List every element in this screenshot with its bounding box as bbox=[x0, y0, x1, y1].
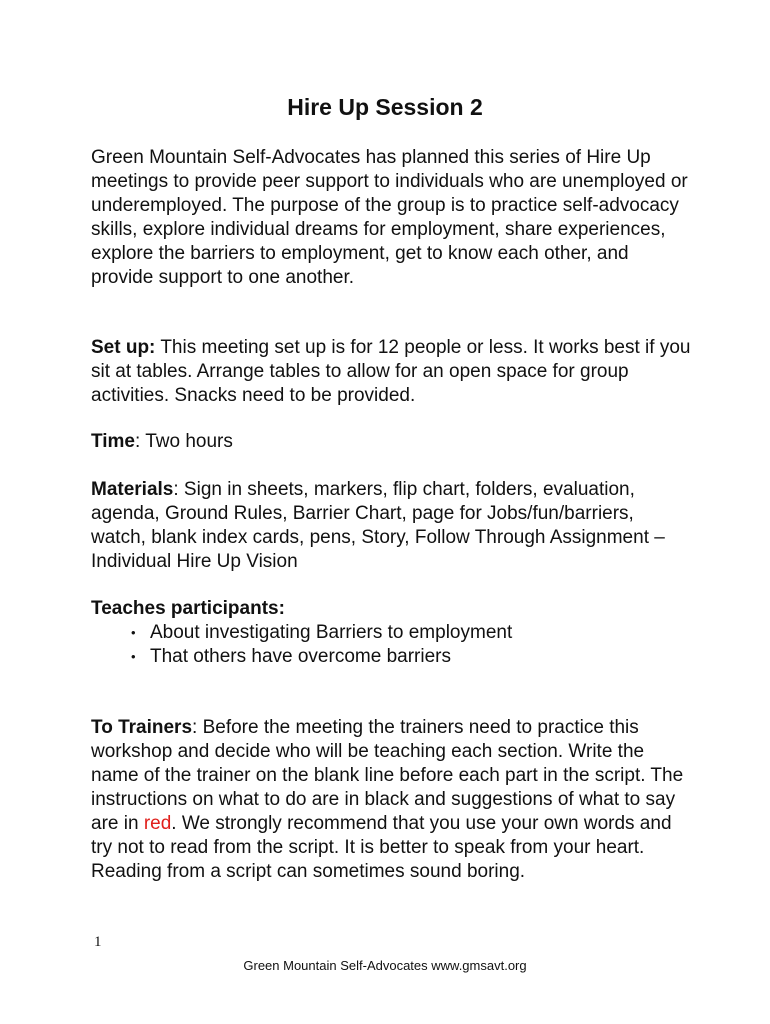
page-number: 1 bbox=[94, 934, 102, 950]
setup-paragraph bbox=[91, 336, 691, 408]
setup-text: This meeting set up is for 12 people or less. It works best if you sit at tables. Arrange tables to allow for an open space for group activities. Snacks need to be provided. bbox=[91, 337, 691, 406]
red-word: red bbox=[143, 813, 172, 834]
page-title: Hire Up Session 2 bbox=[287, 94, 483, 120]
materials-label: Materials bbox=[91, 479, 174, 500]
time-label: Time bbox=[91, 431, 136, 452]
list-item-text: About investigating Barriers to employment bbox=[150, 622, 513, 643]
trainers-text-before: : Before the meeting the trainers need to practice this workshop and decide who will be teaching each section. Write the name of the trainer on the blank line before each part in the script. The instructions on what to do are in black and suggestions of what to say are in bbox=[91, 717, 684, 834]
time-paragraph bbox=[91, 430, 691, 454]
bullet-icon: • bbox=[131, 649, 136, 664]
trainers-text-after: . We strongly recommend that you use your own words and try not to read from the script. It is better to speak from your heart. Reading from a script can sometimes sound boring. bbox=[91, 813, 672, 882]
materials-paragraph bbox=[91, 478, 691, 574]
list-item bbox=[131, 621, 691, 645]
page-footer: Green Mountain Self-Advocates www.gmsavt.org bbox=[243, 958, 527, 973]
trainers-label: To Trainers bbox=[91, 717, 193, 738]
trainers-paragraph bbox=[91, 716, 691, 884]
setup-label: Set up: bbox=[91, 337, 156, 358]
list-item bbox=[131, 645, 691, 669]
materials-text: : Sign in sheets, markers, flip chart, folders, evaluation, agenda, Ground Rules, Barrier Chart, page for Jobs/fun/barriers, watch, blank index cards, pens, Story, Follow Through Assignment – Individual Hire Up Vision bbox=[91, 479, 665, 572]
intro-paragraph: Green Mountain Self-Advocates has planned this series of Hire Up meetings to provide peer support to individuals who are unemployed or underemployed. The purpose of the group is to practice self-advocacy skills, explore individual dreams for employment, share experiences, explore the barriers to employment, get to know each other, and provide support to one another. bbox=[91, 147, 688, 288]
teaches-label: Teaches participants: bbox=[91, 598, 285, 619]
teaches-list bbox=[91, 621, 691, 669]
bullet-icon: • bbox=[131, 625, 136, 640]
teaches-section bbox=[91, 597, 691, 669]
list-item-text: That others have overcome barriers bbox=[150, 646, 451, 667]
time-text: : Two hours bbox=[135, 431, 233, 452]
